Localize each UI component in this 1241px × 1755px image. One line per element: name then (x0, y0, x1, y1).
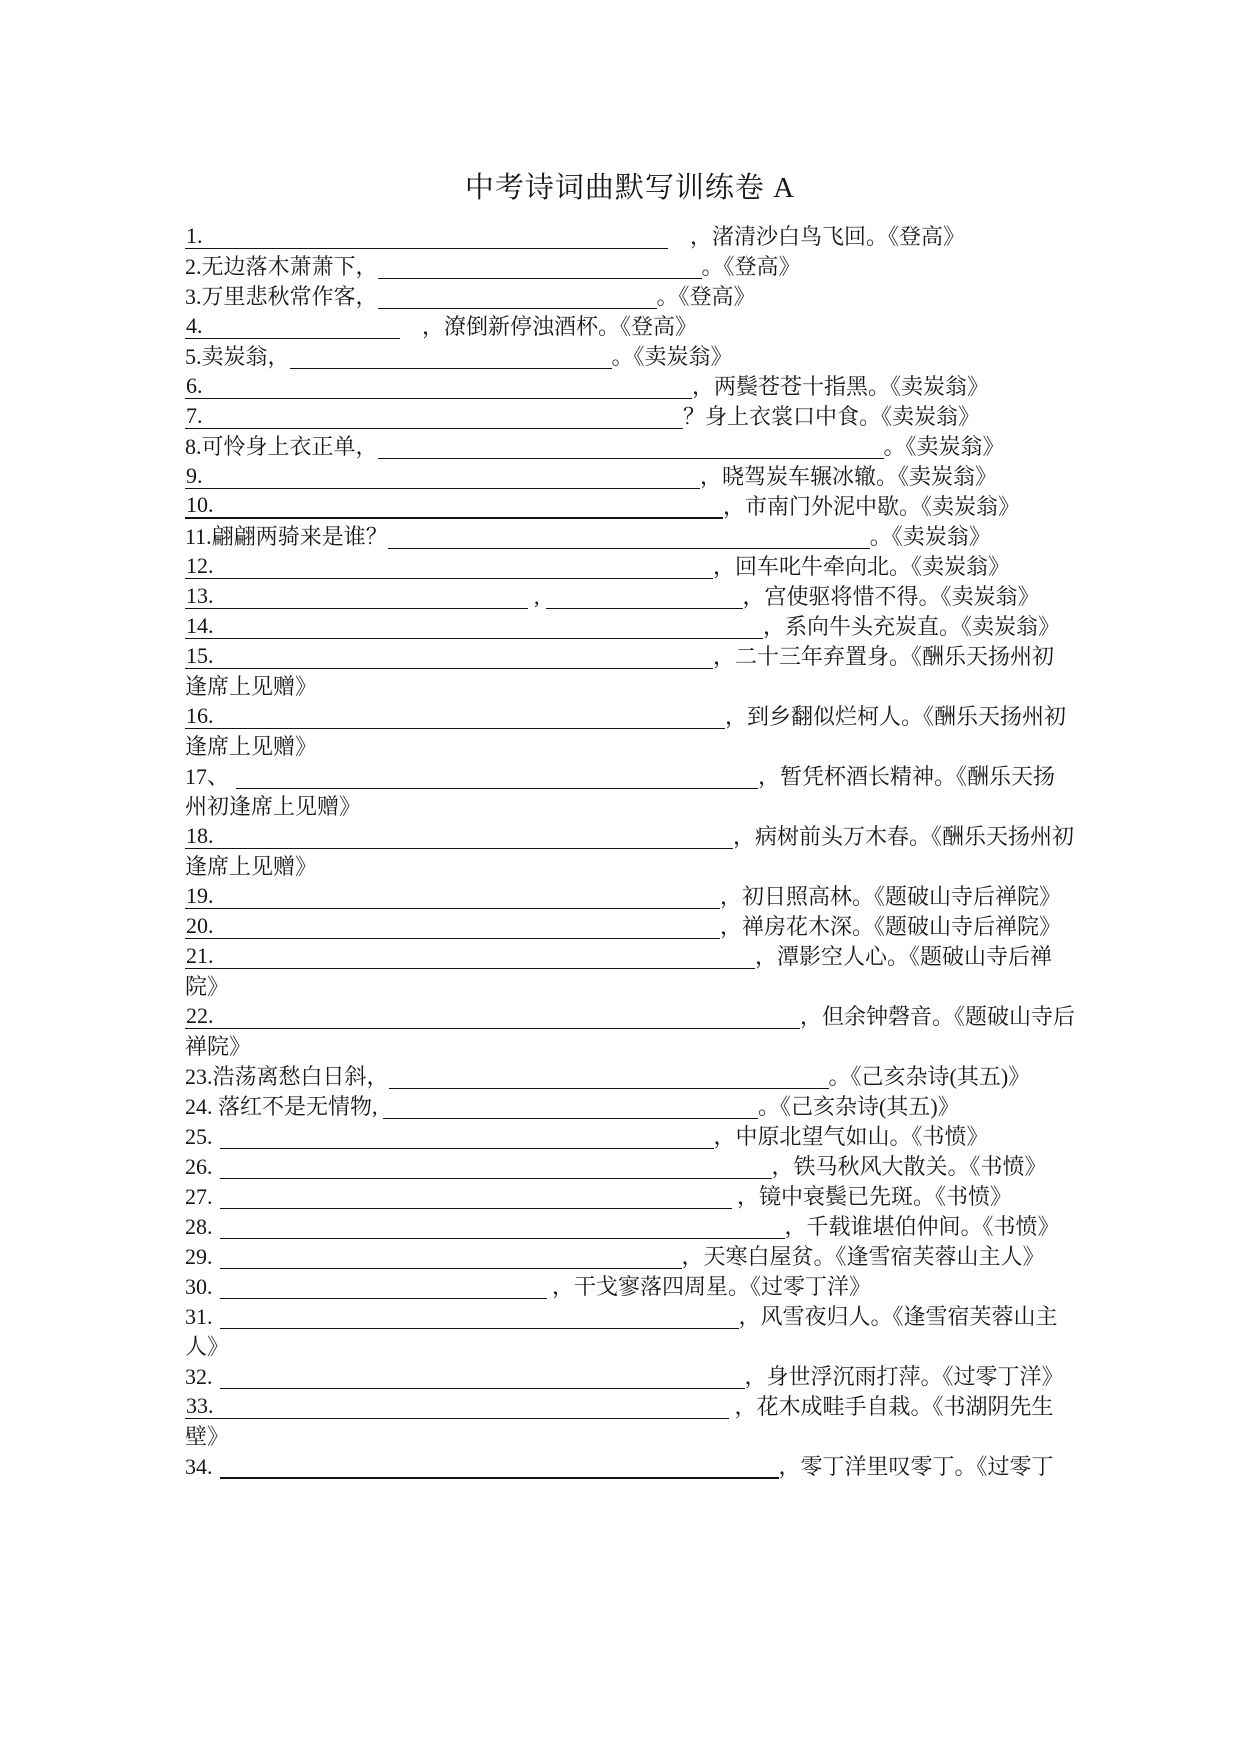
item-number: 1. (186, 223, 203, 248)
item-number: 5. (185, 344, 202, 369)
worksheet-item (185, 912, 1075, 942)
item-number: 28. (185, 1214, 213, 1239)
item-number: 10. (186, 492, 214, 517)
worksheet-item (185, 1182, 1075, 1212)
item-tail-text: ，身世浮沉雨打萍。《过零丁洋》 (744, 1364, 1064, 1389)
item-tail-text: ，天寒白屋贫。《逢雪宿芙蓉山主人》 (681, 1244, 1045, 1269)
item-blank-line (185, 403, 683, 429)
item-blank-line (220, 1218, 785, 1239)
item-number: 6. (186, 373, 203, 398)
item-number: 34. (185, 1454, 213, 1479)
item-number: 11. (185, 524, 212, 549)
item-tail-text: ，暂凭杯酒长精神。《酬乐天扬州初逢席上见赠》 (185, 764, 1056, 819)
item-number: 31. (185, 1304, 213, 1329)
worksheet-item (185, 1362, 1075, 1392)
worksheet-item (185, 822, 1075, 882)
item-number: 3. (185, 284, 202, 309)
worksheet-item (185, 552, 1075, 582)
worksheet-item (185, 1122, 1075, 1152)
worksheet-item (185, 462, 1075, 492)
worksheet-item (185, 702, 1075, 762)
item-number: 33. (186, 1393, 214, 1418)
worksheet-item (185, 1392, 1075, 1452)
item-number: 14. (186, 613, 214, 638)
item-number: 25. (185, 1124, 213, 1149)
item-number: 16. (186, 703, 214, 728)
item-blank-line (378, 258, 702, 279)
worksheet-item (185, 1302, 1075, 1362)
item-number: 20. (186, 913, 214, 938)
item-tail-text: ，风雪夜归人。《逢雪宿芙蓉山主人》 (185, 1304, 1058, 1359)
item-pre-text: 翩翩两骑来是谁？ (211, 524, 388, 549)
item-blank-line (185, 823, 733, 849)
item-blank-line (185, 883, 720, 909)
item-number: 30. (185, 1274, 213, 1299)
worksheet-item (185, 1092, 1075, 1122)
item-number: 27. (185, 1184, 213, 1209)
item-tail-text: ，系向牛头充炭直。《卖炭翁》 (763, 614, 1061, 639)
item-number: 15. (186, 643, 214, 668)
item-number: 17、 (185, 764, 230, 789)
item-number: 26. (185, 1154, 213, 1179)
item-number: 19. (186, 883, 214, 908)
worksheet-item (185, 432, 1075, 462)
item-blank-line (546, 588, 743, 609)
item-blank-line (185, 313, 400, 339)
item-tail-text: ，到乡翻似烂柯人。《酬乐天扬州初逢席上见赠》 (185, 704, 1067, 759)
item-blank-line (220, 1248, 682, 1269)
item-blank-line (185, 1393, 729, 1419)
item-number: 18. (186, 823, 214, 848)
worksheet-item (185, 942, 1075, 1002)
item-tail-text: ，两鬓苍苍十指黑。《卖炭翁》 (692, 374, 990, 399)
worksheet-item (185, 372, 1075, 402)
item-number: 8. (185, 434, 202, 459)
item-tail-text: 。《己亥杂诗(其五)》 (828, 1064, 1031, 1089)
item-blank-line (185, 223, 668, 249)
page-title: 中考诗词曲默写训练卷 A (464, 172, 796, 204)
item-blank-line (185, 553, 713, 579)
item-tail-text: ，晓驾炭车辗冰辙。《卖炭翁》 (700, 464, 998, 489)
item-tail-text: 。《卖炭翁》 (611, 344, 733, 369)
item-number: 22. (186, 1003, 214, 1028)
worksheet-item (185, 252, 1075, 282)
item-tail-text: 。《卖炭翁》 (869, 524, 991, 549)
item-blank-line (388, 528, 870, 549)
worksheet-item (185, 1062, 1075, 1092)
item-pre-text: 万里悲秋常作客， (201, 284, 378, 309)
item-number: 2. (185, 254, 202, 279)
item-blank-line (236, 768, 758, 789)
item-pre-text: 无边落木萧萧下， (201, 254, 378, 279)
item-blank-line (220, 1188, 732, 1209)
item-tail-text: 。《登高》 (656, 284, 756, 309)
item-blank-line (220, 1158, 772, 1179)
item-blank-line (185, 373, 692, 399)
item-tail-text: ，花木成畦手自栽。《书湖阴先生壁》 (185, 1394, 1054, 1449)
worksheet-item (185, 402, 1075, 432)
item-number: 12. (186, 553, 214, 578)
item-blank-line (220, 1308, 739, 1329)
item-blank-line (185, 613, 763, 639)
worksheet-item (185, 282, 1075, 312)
item-number: 32. (185, 1364, 213, 1389)
item-blank-line (185, 463, 700, 489)
worksheet-item (185, 1152, 1075, 1182)
item-number: 4. (186, 313, 203, 338)
item-tail-text: ，中原北望气如山。《书愤》 (713, 1124, 989, 1149)
item-blank-line (220, 1278, 547, 1299)
worksheet-item (185, 762, 1075, 822)
item-blank-line (290, 348, 612, 369)
worksheet-item (185, 342, 1075, 372)
item-number: 7. (186, 403, 203, 428)
item-tail-text: ，零丁洋里叹零丁。《过零丁 (778, 1454, 1054, 1479)
worksheet-item (185, 222, 1075, 252)
item-tail-text: ，二十三年弃置身。《酬乐天扬州初逢席上见赠》 (185, 644, 1055, 699)
worksheet-item (185, 612, 1075, 642)
worksheet-item (185, 312, 1075, 342)
item-number: 9. (186, 463, 203, 488)
item-blank-line (185, 913, 720, 939)
item-tail-text: ？身上衣裳口中食。《卖炭翁》 (683, 404, 981, 429)
worksheet-item (185, 1212, 1075, 1242)
worksheet-item (185, 1452, 1075, 1482)
item-number: 23. (185, 1064, 213, 1089)
worksheet-items (185, 222, 1075, 1482)
item-blank-line (389, 1068, 829, 1089)
item-tail-text: 。《卖炭翁》 (883, 434, 1005, 459)
item-tail-text: ，干戈寥落四周星。《过零丁洋》 (546, 1274, 872, 1299)
item-tail-text: ，铁马秋风大散关。《书愤》 (771, 1154, 1047, 1179)
item-blank-line (220, 1368, 745, 1389)
worksheet-item (185, 522, 1075, 552)
item-blank-line (220, 1457, 779, 1479)
item-tail-text: ，潦倒新停浊酒杯。《登高》 (400, 314, 698, 339)
worksheet-item (185, 882, 1075, 912)
worksheet-item (185, 1002, 1075, 1062)
item-tail-text: ，初日照高林。《题破山寺后禅院》 (720, 884, 1062, 909)
item-number: 24. (185, 1094, 213, 1119)
item-mid-comma: , (534, 584, 540, 609)
item-pre-text: 卖炭翁， (201, 344, 290, 369)
item-tail-text: ，宫使驱将惜不得。《卖炭翁》 (742, 584, 1040, 609)
item-tail-text: ，回车叱牛牵向北。《卖炭翁》 (713, 554, 1011, 579)
item-tail-text: ，但余钟磬音。《题破山寺后禅院》 (185, 1004, 1076, 1059)
item-tail-text: ，千载谁堪伯仲间。《书愤》 (784, 1214, 1060, 1239)
item-number: 29. (185, 1244, 213, 1269)
item-tail-text: ，镜中衰鬓已先斑。《书愤》 (731, 1184, 1013, 1209)
item-blank-line (185, 1003, 800, 1029)
item-tail-text: ，渚清沙白鸟飞回。《登高》 (668, 224, 966, 249)
item-tail-text: 。《己亥杂诗(其五)》 (758, 1094, 960, 1119)
item-blank-line (185, 943, 755, 969)
worksheet-item (185, 582, 1075, 612)
worksheet-item (185, 642, 1075, 702)
item-blank-line (383, 1098, 758, 1119)
item-number: 13. (186, 583, 214, 608)
item-blank-line (378, 438, 884, 459)
item-tail-text: ，病树前头万木春。《酬乐天扬州初逢席上见赠》 (185, 824, 1075, 879)
item-pre-text: 可怜身上衣正单， (201, 434, 378, 459)
item-blank-line (378, 288, 657, 309)
item-blank-line (185, 703, 725, 729)
item-tail-text: ，禅房花木深。《题破山寺后禅院》 (720, 914, 1062, 939)
worksheet-item (185, 1242, 1075, 1272)
item-pre-text: 落红不是无情物, (212, 1094, 384, 1119)
item-tail-text: 。《登高》 (701, 254, 801, 279)
item-pre-text: 浩荡离愁白日斜， (212, 1064, 389, 1089)
item-number: 21. (186, 943, 214, 968)
item-blank-line (220, 1128, 714, 1149)
item-blank-line (185, 492, 723, 519)
worksheet-item (185, 492, 1075, 522)
item-tail-text: ，潭影空人心。《题破山寺后禅院》 (185, 944, 1053, 999)
worksheet-item (185, 1272, 1075, 1302)
item-blank-line (185, 583, 528, 609)
item-tail-text: ，市南门外泥中歇。《卖炭翁》 (723, 494, 1021, 519)
item-blank-line (185, 643, 713, 669)
